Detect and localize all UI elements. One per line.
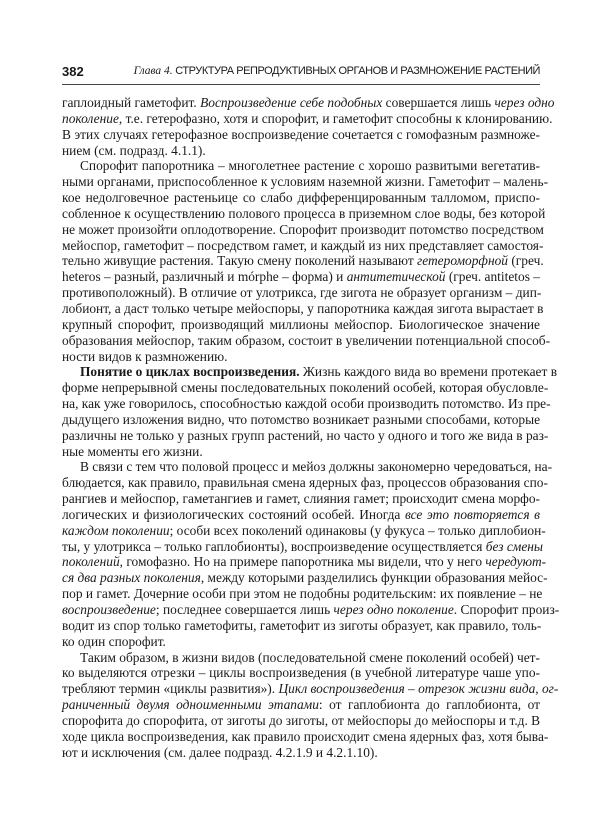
text-line <box>62 538 543 555</box>
text-line <box>62 349 540 365</box>
text-run: лобионт, а даст только четыре мейоспоры, у папоротника каждая зигота вырастает в <box>62 300 544 316</box>
text-line <box>62 427 549 444</box>
text-run: водит из спор только гаметофиты, гаметофит из зиготы образует, как правило, толь- <box>62 617 542 633</box>
text-line <box>62 459 553 475</box>
text-line <box>62 650 540 666</box>
italic-text: раниченный двумя одноименными этапами <box>62 697 319 713</box>
text-line <box>62 634 540 650</box>
italic-text: воспроизведение <box>62 602 156 617</box>
text-line <box>62 586 543 602</box>
page-number: 382 <box>62 64 84 79</box>
text-run: дыдущего изложения видно, что потомство возникает разными способами, которые <box>62 411 541 427</box>
text-line <box>62 713 540 729</box>
italic-text: антитетической <box>346 269 446 285</box>
text-run: Жизнь каждого вида во времени протекает в <box>299 364 558 380</box>
text-run: (греч. <box>507 253 544 269</box>
text-run: (греч. antitetos – <box>445 269 540 285</box>
text-run: ; особи всех поколений одинаковы (у фукуса – только диплобион- <box>169 522 546 538</box>
text-run: образования мейоспор, таким образом, состоит в увеличении потенциальной способ- <box>62 332 551 348</box>
text-run: : от гаплобионта до гаплобионта, от <box>318 697 541 713</box>
text-run: тельно живущие растения. Такую смену поколений называют <box>62 253 418 269</box>
text-line <box>62 380 549 396</box>
text-run: форме непрерывной смены последовательных поколений особей, которая обусловле- <box>62 380 549 396</box>
italic-text: каждом поколении <box>62 522 170 538</box>
header-rule <box>62 84 540 85</box>
text-line <box>62 190 540 206</box>
text-line <box>62 396 551 412</box>
body-text <box>62 95 560 760</box>
text-line <box>62 174 549 190</box>
text-line <box>62 570 548 586</box>
paragraph <box>62 459 560 649</box>
text-line <box>62 332 551 349</box>
italic-text: Цикл воспроизведения – отрезок жизни вида, ог- <box>278 681 559 697</box>
text-run: , между которыми разделились функции образования мейос- <box>200 570 548 586</box>
text-line <box>62 554 547 570</box>
text-run: логических и физиологических состояний особей. Иногда <box>62 506 405 522</box>
text-line <box>62 665 540 681</box>
text-line <box>62 491 540 507</box>
text-run: ные моменты его жизни. <box>62 443 203 459</box>
text-run: Таким образом, в жизни видов (последовательной смене поколений особей) чет- <box>80 649 540 665</box>
text-run: , т.е. гетерофазно, хотя и спорофит, и гаметофит способны к клонированию. <box>118 110 553 126</box>
text-line <box>62 143 540 159</box>
text-run: ют и исключения (см. далее подразд. 4.2.1.9 и 4.2.1.10). <box>62 744 378 760</box>
chapter-label: Глава 4. <box>133 65 173 77</box>
italic-text: гетероморфной <box>417 253 508 269</box>
italic-text: все это повторяется в <box>404 506 540 522</box>
text-run: противоположный). В отличие от улотрикса, где зигота не образует организм – дип- <box>62 285 542 301</box>
text-run: нием (см. подразд. 4.1.1). <box>62 142 206 158</box>
text-line <box>62 745 540 761</box>
chapter-title: СТРУКТУРА РЕПРОДУКТИВНЫХ ОРГАНОВ И РАЗМНОЖЕНИЕ РАСТЕНИЙ <box>172 65 540 77</box>
text-line <box>62 253 544 269</box>
text-run: Спорофит папоротника – многолетнее растение с хорошо развитыми вегетатив- <box>80 158 540 174</box>
text-line <box>62 95 555 111</box>
text-run: ности видов к размножению. <box>62 348 228 364</box>
paragraph <box>62 364 558 459</box>
italic-text: без смены <box>485 538 543 554</box>
italic-text: чередуют- <box>485 554 547 570</box>
italic-text: поколений <box>62 554 120 570</box>
paragraph <box>62 649 559 761</box>
text-run: . Спорофит произ- <box>453 602 560 617</box>
text-line <box>62 110 553 127</box>
text-run: heteros – разный, различный и mórphe – форма) и <box>62 269 347 285</box>
italic-text: через одно <box>494 95 555 110</box>
text-run: блюдается, как правило, правильная смена ядерных фаз, процессов образования спо- <box>62 475 548 491</box>
text-run: ты, у улотрикса – только гаплобионты), воспроизведение осуществляется <box>62 538 486 554</box>
text-run: , гомофазно. Но на примере папоротника мы видели, что у него <box>119 554 486 570</box>
text-run: ко выделяются отрезки – циклы воспроизведения (в учебной литературе чаше упо- <box>62 665 540 681</box>
paragraph <box>62 158 551 364</box>
text-line <box>62 317 540 333</box>
text-line <box>62 728 549 745</box>
text-run: требляют термин «циклы развития»). <box>62 681 279 697</box>
text-run: крупный спорофит, производящий миллионы мейоспор. Биологическое значение <box>62 316 540 332</box>
text-run: рангиев и мейоспор, гаметангиев и гамет, слияния гамет; происходит смена морфо- <box>62 491 540 507</box>
text-run: В этих случаях гетерофазное воспроизведение сочетается с гомофазным размноже- <box>62 126 540 142</box>
italic-text: ся два разных поколения <box>62 570 201 586</box>
text-line <box>62 158 540 174</box>
text-run: собленное к осуществлению полового процесса в приземном слое воды, без которой <box>62 205 546 221</box>
text-line <box>62 237 544 254</box>
text-line <box>62 127 540 143</box>
text-line <box>62 618 540 634</box>
text-run: ко один спорофит. <box>62 633 166 649</box>
text-line <box>62 602 560 618</box>
text-run: В связи с тем что половой процесс и мейоз должны закономерно чередоваться, на- <box>80 459 553 475</box>
paragraph <box>62 95 555 158</box>
text-line <box>62 475 548 491</box>
text-line <box>62 522 546 539</box>
italic-text: поколение <box>62 110 119 126</box>
text-run: кое недолговечное растеньице со слабо дифференцированным талломом, приспо- <box>62 190 540 206</box>
running-header <box>62 64 540 82</box>
text-line <box>62 507 540 523</box>
text-line <box>62 412 540 428</box>
text-run: мейоспор, гаметофит – посредством гамет, и каждый из них представляет самостоя- <box>62 237 544 253</box>
text-run: ными органами, приспособленное к условиям наземной жизни. Гаметофит – малень- <box>62 174 549 190</box>
text-line <box>62 697 540 713</box>
bold-heading: Понятие о циклах воспроизведения. <box>80 364 300 380</box>
italic-text: через одно поколение <box>333 602 454 617</box>
text-run: ; последнее совершается лишь <box>155 602 334 617</box>
text-line <box>62 285 540 301</box>
text-run: гаплоидный гаметофит. <box>62 95 201 110</box>
text-line <box>62 269 540 285</box>
text-line <box>62 300 544 317</box>
text-run: на, как уже говорилось, способностью каждой особи производить потомство. Из пре- <box>62 396 551 412</box>
text-line <box>62 221 544 238</box>
text-run: спорофита до спорофита, от зиготы до зиготы, от мейоспоры до мейоспоры и т.д. В <box>62 712 541 728</box>
running-title <box>134 65 540 77</box>
text-run: не может произойти оплодотворение. Спорофит производит потомство посредством <box>62 221 544 237</box>
text-run: пор и гамет. Дочерние особи при этом не подобны родительским: их появление – не <box>62 586 543 602</box>
text-line <box>62 205 546 222</box>
text-line <box>62 364 558 380</box>
text-line <box>62 681 559 697</box>
text-line <box>62 444 540 460</box>
text-run: совершается лишь <box>382 95 495 110</box>
text-run: различны не только у разных групп растений, но часто у одного и того же вида в раз- <box>62 427 549 443</box>
italic-text: Воспроизведение себе подобных <box>200 95 383 110</box>
text-run: ходе цикла воспроизведения, как правило происходит смена ядерных фаз, хотя быва- <box>62 728 549 744</box>
